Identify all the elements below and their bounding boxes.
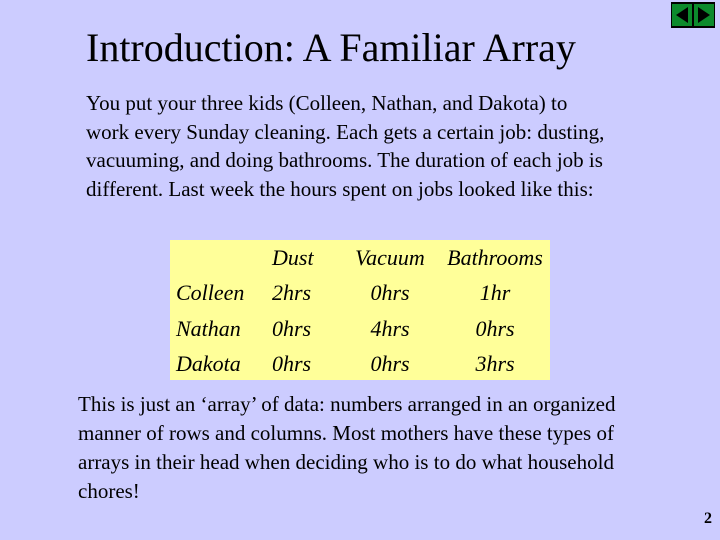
table-row bbox=[170, 276, 550, 312]
triangle-right-icon bbox=[697, 6, 711, 24]
slide-navigation bbox=[671, 2, 715, 28]
row-name-cell: Dakota bbox=[176, 351, 241, 377]
triangle-left-icon bbox=[675, 6, 689, 24]
header-cell-blank bbox=[170, 240, 272, 276]
bathrooms-cell: 0hrs bbox=[475, 315, 515, 341]
bathrooms-cell: 3hrs bbox=[475, 351, 515, 377]
dust-cell: 0hrs bbox=[272, 351, 312, 377]
intro-paragraph: You put your three kids (Colleen, Nathan, and Dakota) to work every Sunday cleaning. Each gets a certain job: dusting, vacuuming, and doing bathrooms. The duration of each job is different. Last week the hours spent on jobs looked like this: bbox=[86, 91, 605, 201]
vacuum-cell: 0hrs bbox=[370, 280, 410, 306]
vacuum-cell: 4hrs bbox=[370, 315, 410, 341]
table-row bbox=[170, 347, 550, 383]
next-slide-button[interactable] bbox=[694, 4, 714, 26]
vacuum-cell: 0hrs bbox=[370, 351, 410, 377]
table-row bbox=[170, 311, 550, 347]
table-header-row bbox=[170, 240, 550, 276]
header-cell-vacuum: Vacuum bbox=[355, 244, 425, 270]
previous-slide-button[interactable] bbox=[672, 4, 692, 26]
slide-title: Introduction: A Familiar Array bbox=[86, 25, 576, 70]
header-cell-bathrooms: Bathrooms bbox=[447, 244, 543, 270]
row-name-cell: Colleen bbox=[176, 280, 245, 306]
header-cell-dust: Dust bbox=[272, 244, 314, 270]
row-name-cell: Nathan bbox=[176, 315, 241, 341]
bathrooms-cell: 1hr bbox=[479, 280, 511, 306]
dust-cell: 2hrs bbox=[272, 280, 312, 306]
page-number: 2 bbox=[704, 510, 712, 527]
dust-cell: 0hrs bbox=[272, 315, 312, 341]
chores-table bbox=[170, 240, 550, 380]
outro-paragraph: This is just an ‘array’ of data: numbers arranged in an organized manner of rows and columns. Most mothers have these types of arrays in their head when deciding who is to do what household chores! bbox=[78, 392, 616, 503]
